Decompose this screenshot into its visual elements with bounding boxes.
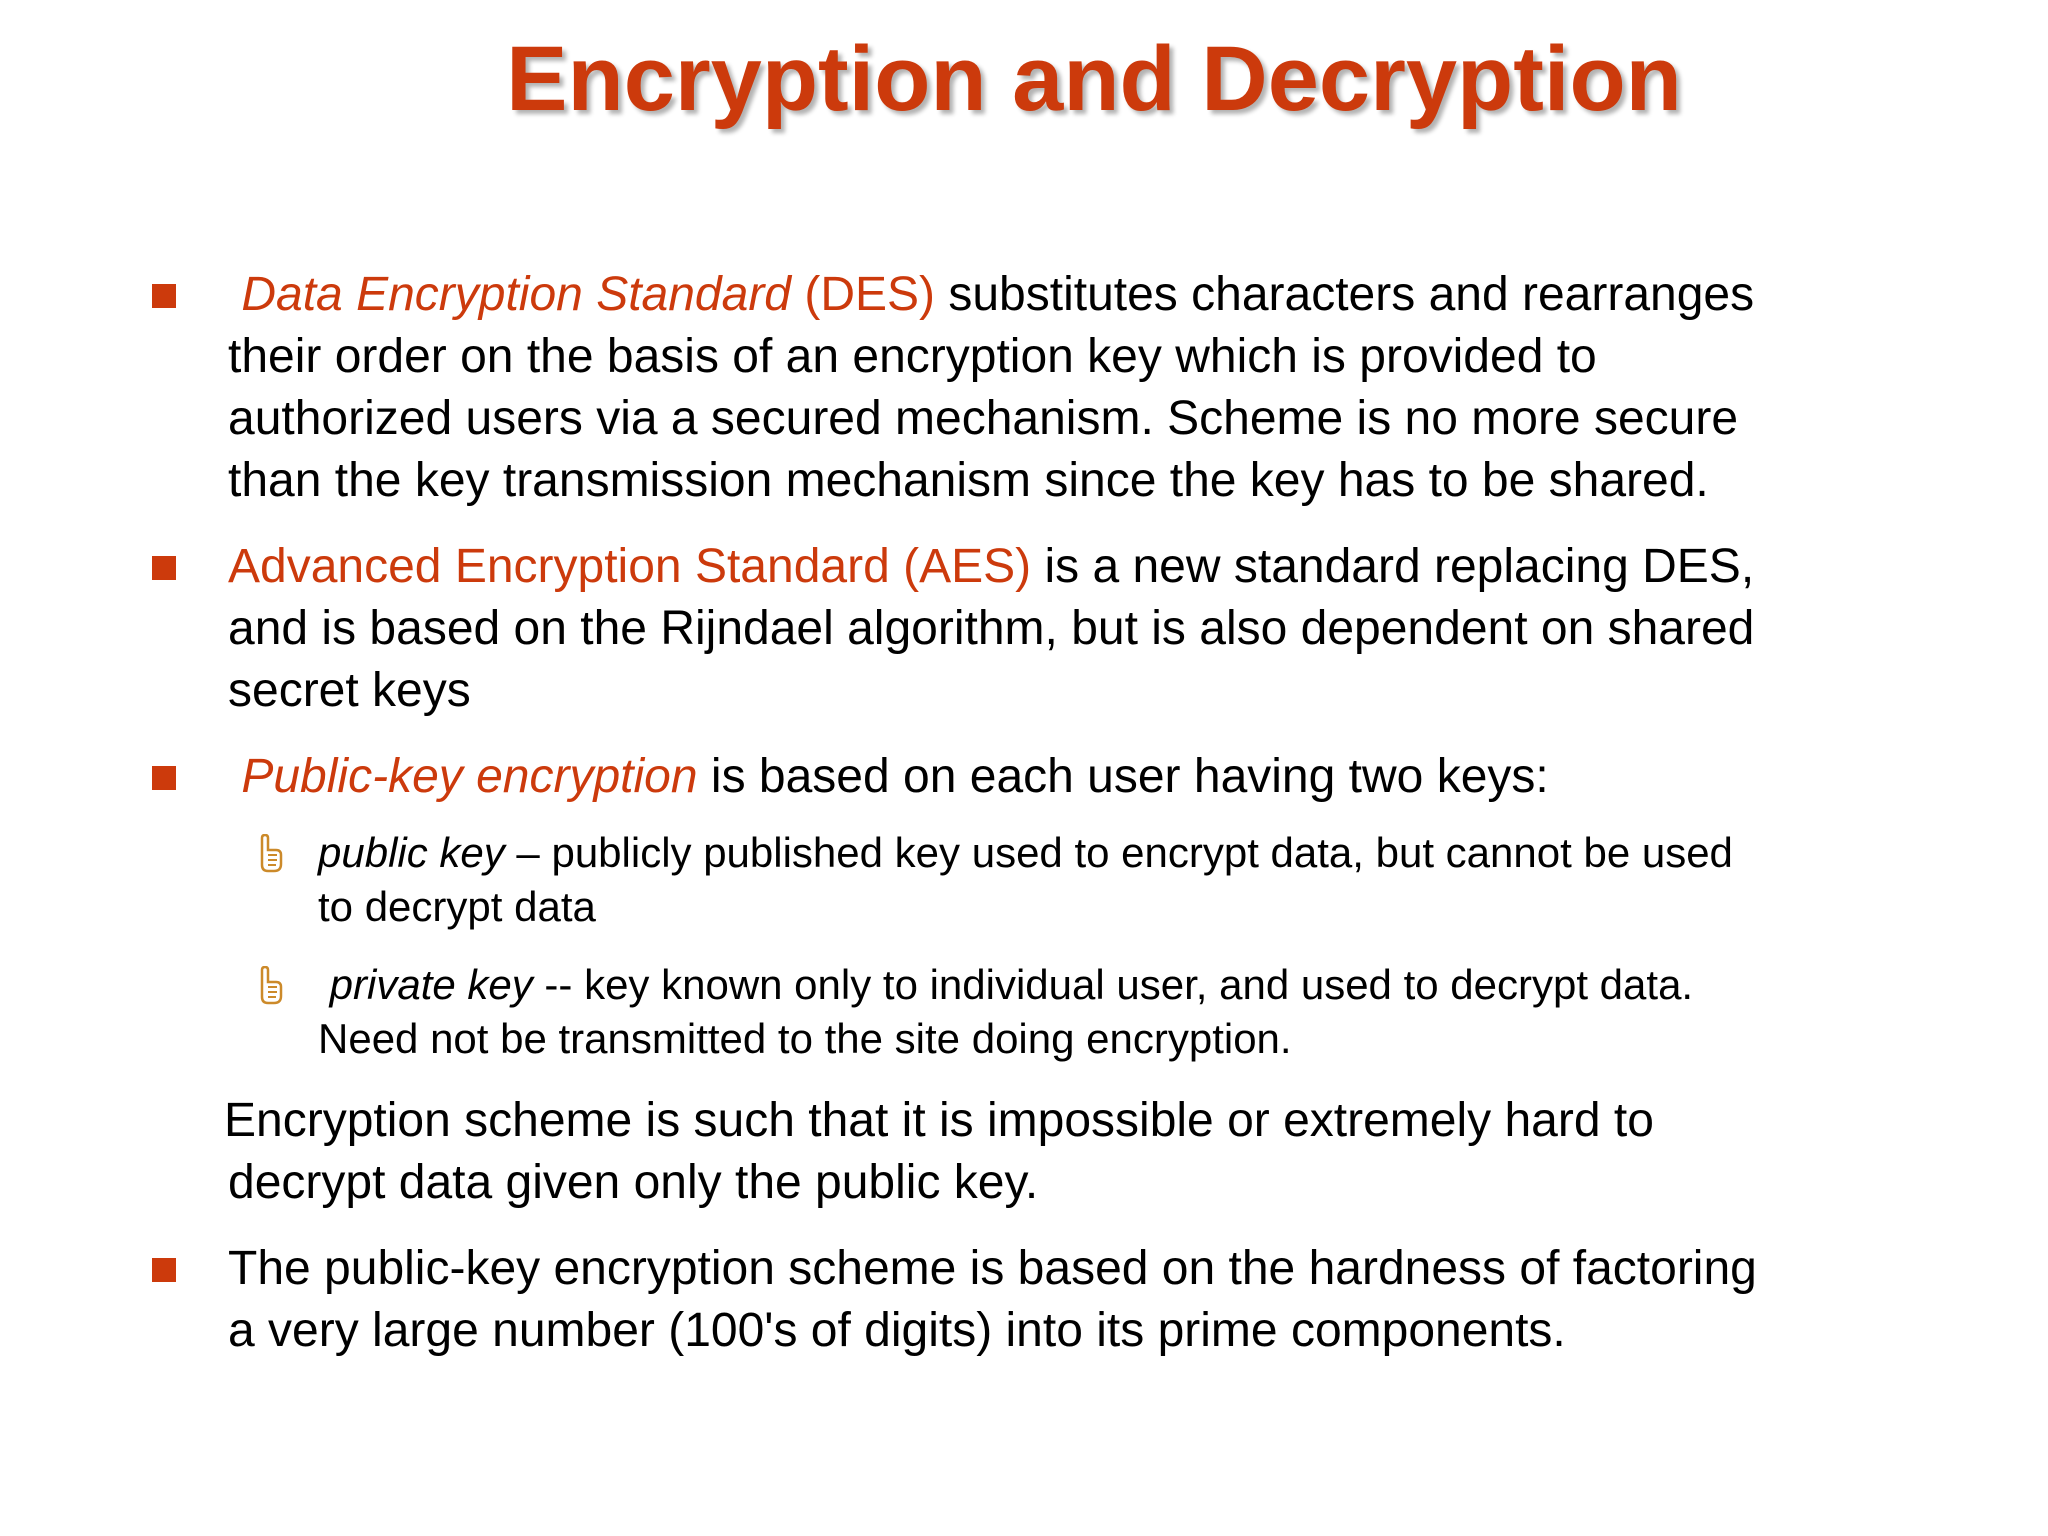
square-bullet-icon [152,284,176,308]
pke-note-line-2: decrypt data given only the public key. [228,1156,1039,1209]
pke-note-line-1: Encryption scheme is such that it is impossible or extremely hard to [224,1094,1654,1147]
public-key-line-1-rest: – publicly published key used to encrypt data, but cannot be used [504,829,1733,876]
slide-title: Encryption and Decryption [506,28,1682,130]
square-bullet-icon [152,556,176,580]
aes-line-1 [228,536,1928,598]
des-line-4: than the key transmission mechanism since the key has to be shared. [228,454,1709,507]
aes-line-2: and is based on the Rijndael algorithm, but is also dependent on shared [228,602,1755,655]
des-term: Data Encryption Standard [241,268,791,321]
pointing-hand-icon [256,966,286,1006]
aes-line-1-rest: is a new standard replacing DES, [1031,540,1755,593]
pke-line-1 [228,746,1928,808]
private-key-term: private key [329,961,533,1008]
aes-term: Advanced Encryption Standard (AES) [228,540,1032,593]
factoring-line-2: a very large number (100's of digits) into its prime components. [228,1304,1566,1357]
public-key-line-2: to decrypt data [318,883,596,930]
private-key-line-1 [318,958,1938,1012]
pointing-hand-icon [256,834,286,874]
des-line-2: their order on the basis of an encryption key which is provided to [228,330,1597,383]
private-key-line-2: Need not be transmitted to the site doing encryption. [318,1015,1292,1062]
des-line-1-rest: substitutes characters and rearranges [935,268,1755,321]
private-key-line-1-rest: -- key known only to individual user, and used to decrypt data. [532,961,1694,1008]
pke-line-1-rest: is based on each user having two keys: [697,750,1549,803]
square-bullet-icon [152,1258,176,1282]
public-key-line-1 [318,826,1938,880]
des-line-3: authorized users via a secured mechanism. Scheme is no more secure [228,392,1739,445]
square-bullet-icon [152,766,176,790]
public-key-term: public key [318,829,505,876]
des-line-1 [228,264,1928,326]
pke-term: Public-key encryption [241,750,698,803]
aes-line-3: secret keys [228,664,471,717]
des-abbr: (DES) [804,268,936,321]
factoring-line-1: The public-key encryption scheme is based on the hardness of factoring [228,1242,1757,1295]
